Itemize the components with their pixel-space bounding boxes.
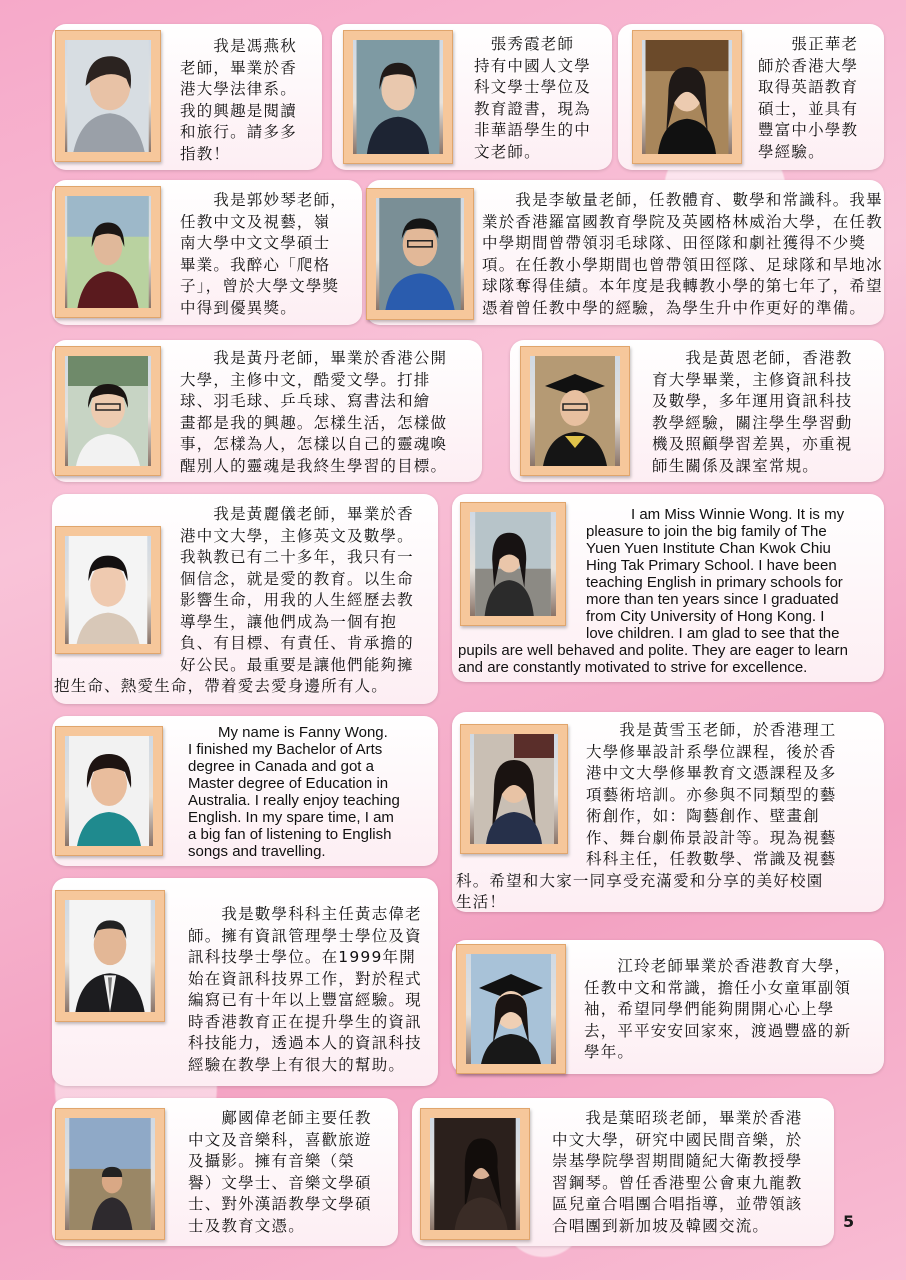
- portrait-image: [642, 40, 732, 154]
- portrait-image: [376, 198, 464, 310]
- portrait-image: [65, 900, 155, 1012]
- portrait-image: [65, 1118, 155, 1230]
- teacher-photo-8: [55, 526, 161, 654]
- teacher-photo-7: [520, 346, 630, 476]
- portrait-image: [65, 536, 151, 644]
- portrait-image: [470, 512, 556, 616]
- teacher-text-12: 我是數學科科主任黃志偉老 師。擁有資訊管理學士學位及資 訊科技學士學位。在1999年開 始在資訊科技界工作，對於程式 編寫已有十年以上豐富經驗。現 時香港教育正在提升學生的資訊 科技能力，透過本人的資訊科技 經驗在教學上有很大的幫助。: [188, 905, 422, 1074]
- portrait-image: [530, 356, 620, 466]
- teacher-text-13: 江玲老師畢業於香港教育大學， 任教中文和常識，擔任小女童軍副領 袖，希望同學們能夠開開心心上學 去，平平安安回家來，渡過豐盛的新 學年。: [584, 957, 852, 1061]
- portrait-image: [430, 1118, 520, 1230]
- teacher-photo-12: [55, 890, 165, 1022]
- teacher-photo-13: [456, 944, 566, 1074]
- page-number: 5: [843, 1212, 855, 1231]
- teacher-text-7: 我是黃恩老師，香港教 育大學畢業，主修資訊科技 及數學，多年運用資訊科技 教學經驗，關注學生學習動 機及照顧學習差異，亦重視 師生關係及課室常規。: [652, 349, 853, 475]
- portrait-image: [65, 40, 151, 152]
- teacher-photo-6: [55, 346, 161, 476]
- teacher-text-1: 我是馮燕秋 老師，畢業於香 港大學法律系。 我的興趣是閱讀 和旅行。請多多 指教！: [180, 37, 297, 163]
- teacher-text-9: I am Miss Winnie Wong. It is my pleasure to join the big family of The Yuen Yuen Institute Chan Kwok Chiu Hing Tak Primary School. I have been teaching English in primary schools for more than ten years since I graduated from City University of Hong Kong. I love children. I am glad to see that the pupils are well behaved and polite. They are eager to learn and are constantly motivated to strive for excellence.: [458, 506, 848, 676]
- teacher-text-10: My name is Fanny Wong. I finished my Bachelor of Arts degree in Canada and got a Master degree of Education in Australia. I really enjoy teaching English. In my spare time, I am a big fan of listening to English songs and travelling.: [188, 724, 400, 860]
- teacher-photo-3: [632, 30, 742, 164]
- teacher-text-15: 我是葉昭琰老師，畢業於香港 中文大學，研究中國民間音樂，於 崇基學院學習期間隨紀大衛教授學 習鋼琴。曾任香港聖公會東九龍教 區兒童合唱團合唱指導，並帶領該 合唱團到新加坡及韓國交流。: [552, 1109, 803, 1235]
- teacher-text-8: 我是黃麗儀老師，畢業於香 港中文大學，主修英文及數學。 我執教已有二十多年，我只有一 個信念，就是愛的教育。以生命 影響生命，用我的人生經歷去教 導學生，讓他們成為一個有抱 負、有目標、有責任、肯承擔的 好公民。最重要是讓他們能夠擁 抱生命、熱愛生命，帶着愛去愛身邊所有人。: [54, 505, 414, 695]
- teacher-text-2: 張秀霞老師 持有中國人文學 科文學士學位及 教育證書，現為 非華語學生的中 文老師。: [474, 35, 591, 161]
- teacher-photo-2: [343, 30, 453, 164]
- teacher-photo-1: [55, 30, 161, 162]
- teacher-text-6: 我是黃丹老師，畢業於香港公開 大學，主修中文，酷愛文學。打排 球、羽毛球、乒乓球、寫書法和繪 畫都是我的興趣。怎樣生活，怎樣做 事，怎樣為人，怎樣以自己的靈魂喚 醒別人的靈魂是我終生學習的目標。: [180, 349, 448, 475]
- portrait-image: [470, 734, 558, 844]
- teacher-photo-5: [366, 188, 474, 320]
- teacher-text-14: 鄺國偉老師主要任教 中文及音樂科，喜歡旅遊 及攝影。擁有音樂（榮 譽）文學士、音樂文學碩 士、對外漢語教學文學碩 士及教育文憑。: [188, 1109, 372, 1235]
- teacher-text-5: 我是李敏量老師，任教體育、數學和常識科。我畢 業於香港羅富國教育學院及英國格林威治大學，在任教 中學期間曾帶領羽毛球隊、田徑隊和劇社獲得不少獎 項。在任教小學期間也曾帶領田徑隊、足球隊和旱地冰 球隊奪得佳績。本年度是我轉教小學的第七年了，希望 憑着曾任教中學的經驗，為學生升中作更好的準備。: [482, 191, 883, 317]
- teacher-photo-11: [460, 724, 568, 854]
- teacher-text-11: 我是黃雪玉老師，於香港理工 大學修畢設計系學位課程，後於香 港中文大學修畢教育文憑課程及多 項藝術培訓。亦參與不同類型的藝 術創作，如：陶藝創作、壁畫創 作、舞台劇佈景設計等。現為視藝 科科主任，任教數學、常識及視藝 科。希望和大家一同享受充滿愛和分享的美好校園 生活！: [456, 721, 837, 911]
- portrait-image: [353, 40, 443, 154]
- teacher-photo-9: [460, 502, 566, 626]
- teacher-photo-15: [420, 1108, 530, 1240]
- teacher-text-4: 我是郭妙琴老師， 任教中文及視藝，嶺 南大學中文文學碩士 畢業。我醉心「爬格 子」，曾於大學文學獎 中得到優異獎。: [180, 191, 348, 317]
- teacher-photo-10: [55, 726, 163, 856]
- portrait-image: [65, 196, 151, 308]
- teacher-text-3: 張正華老 師於香港大學 取得英語教育 碩士，並具有 豐富中小學教 學經驗。: [758, 35, 859, 161]
- teacher-photo-4: [55, 186, 161, 318]
- portrait-image: [466, 954, 556, 1064]
- portrait-image: [65, 356, 151, 466]
- portrait-image: [65, 736, 153, 846]
- teacher-photo-14: [55, 1108, 165, 1240]
